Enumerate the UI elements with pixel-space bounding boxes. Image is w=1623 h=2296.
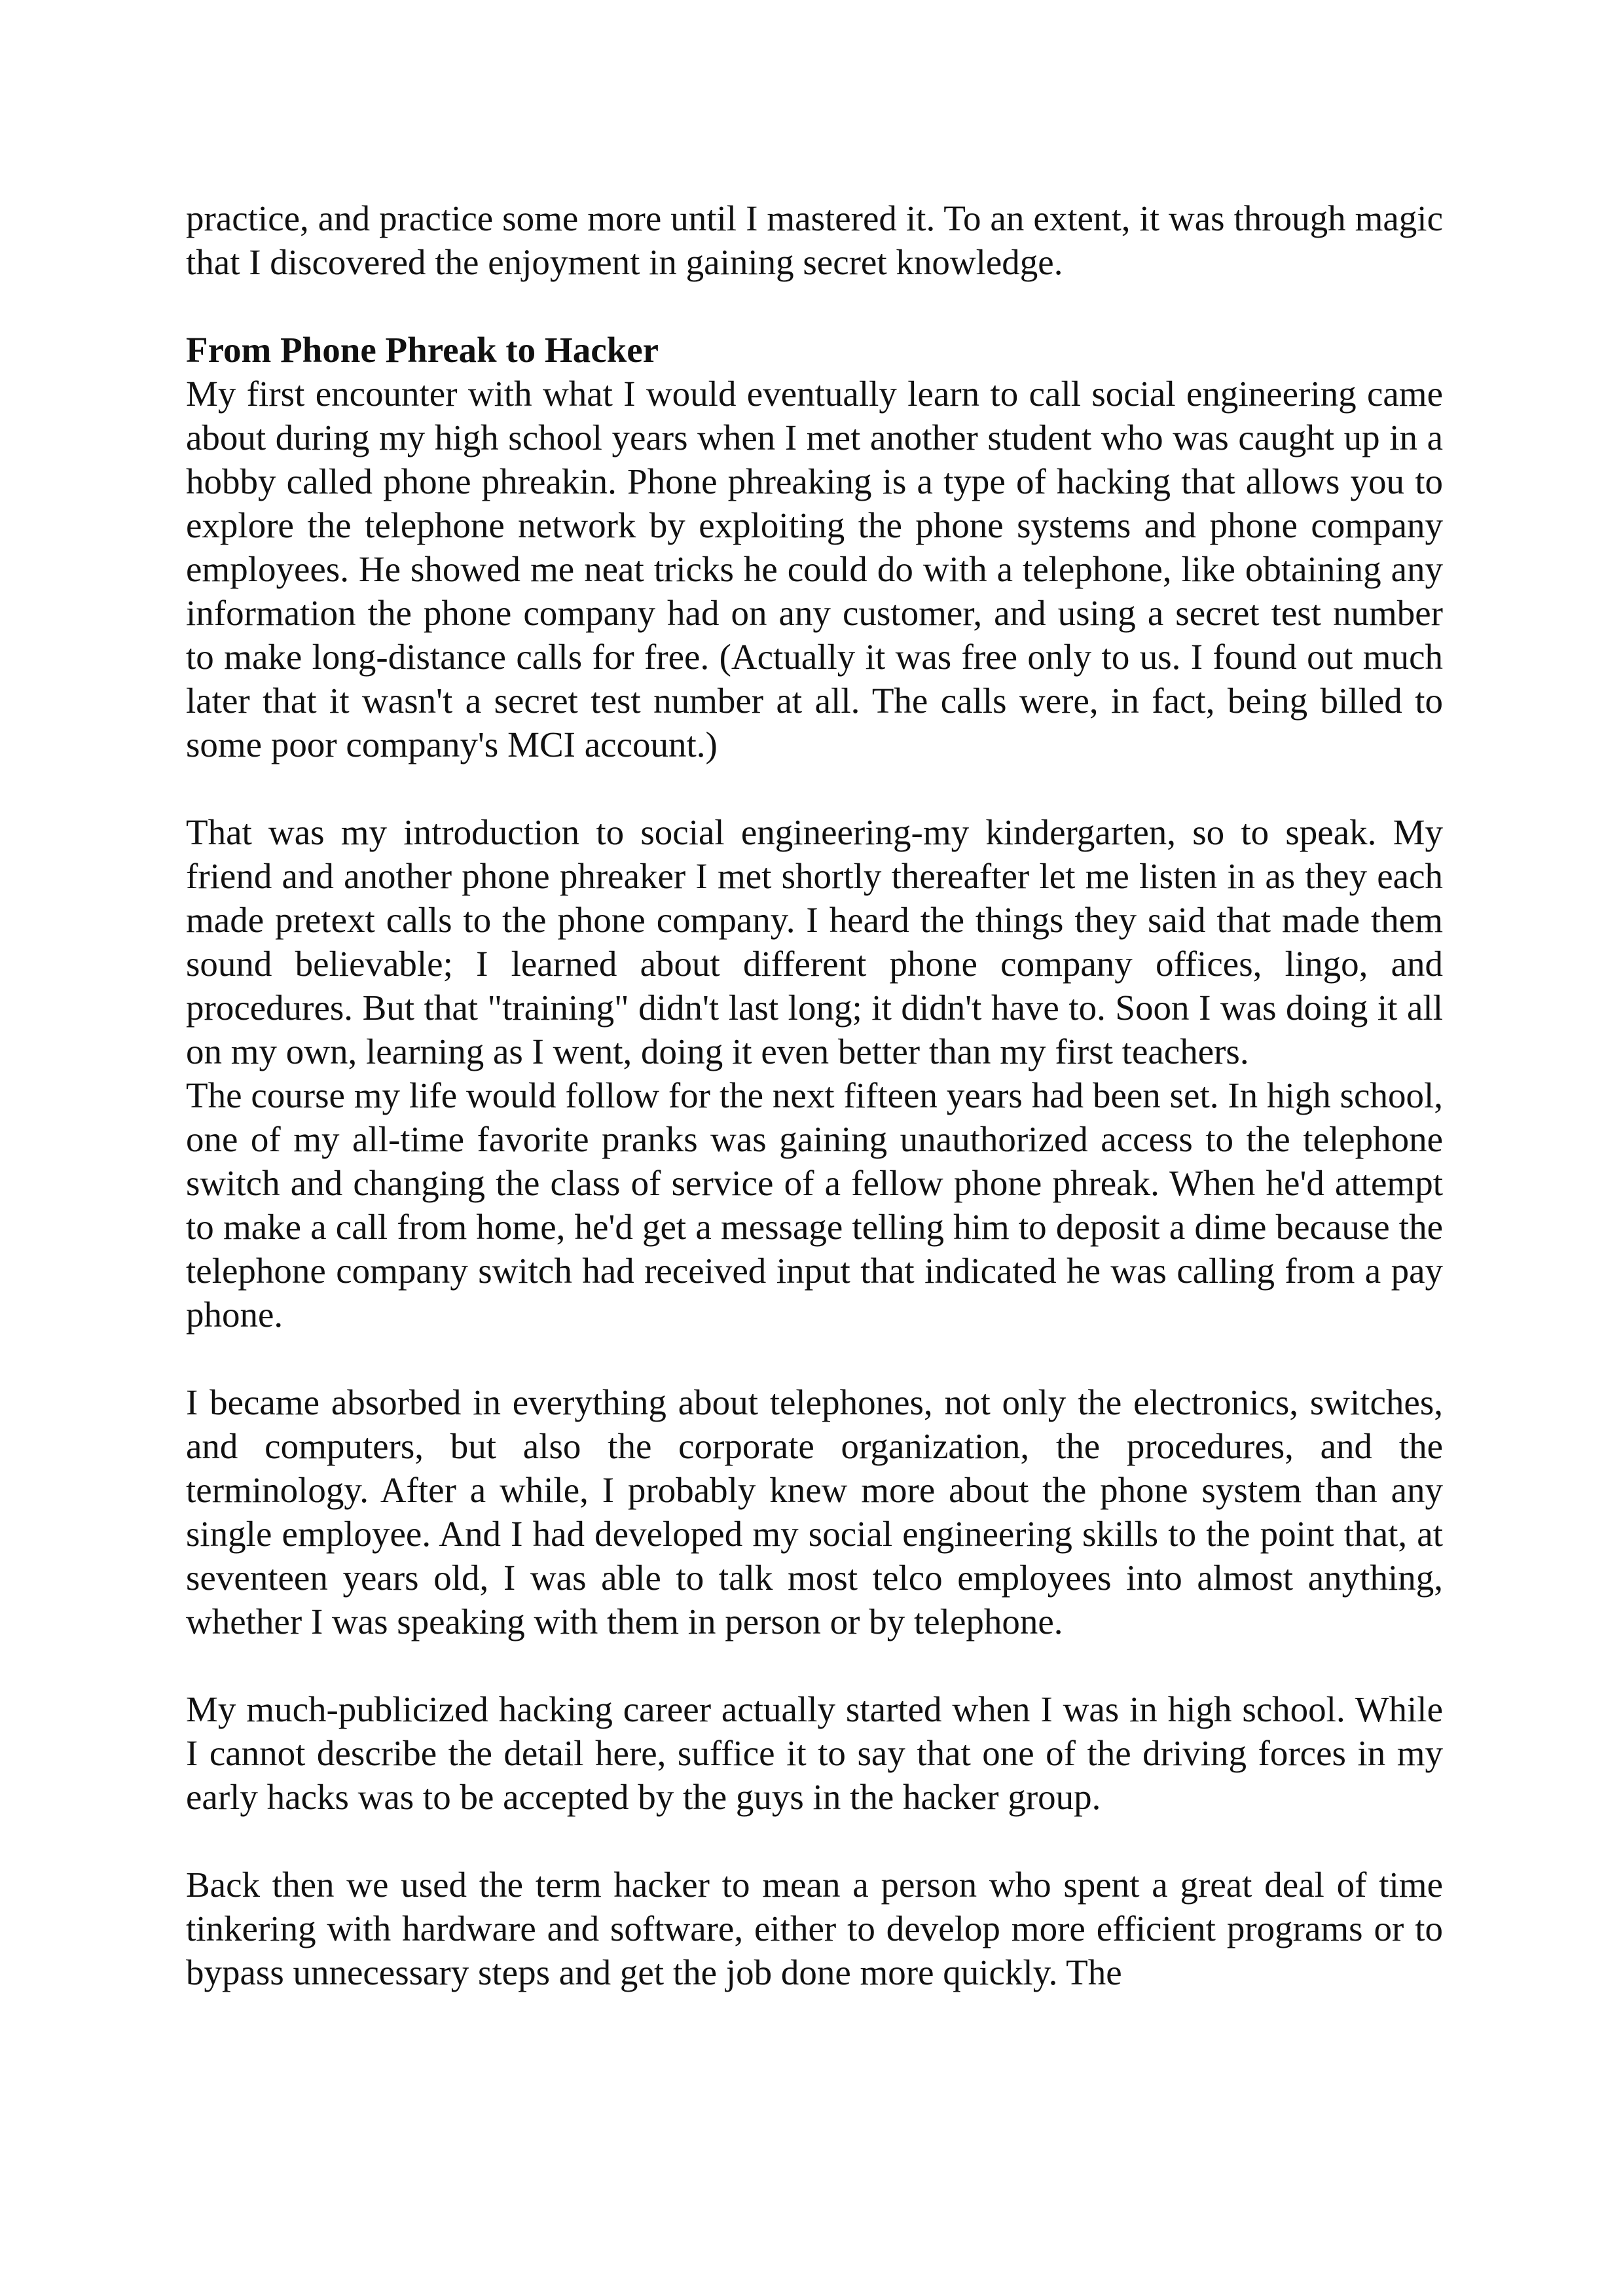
section-heading: From Phone Phreak to Hacker [186, 330, 659, 370]
paragraph-absorbed: I became absorbed in everything about telephones, not only the electronics, switches, and computers, but also the corporate organization, the procedures, and the terminology. After a while, I probably knew more about the phone system than any single employee. And I had developed my social engineering skills to the point that, at seventeen years old, I was able to talk most telco employees into almost anything, whether I was speaking with them in person or by telephone. [186, 1382, 1443, 1641]
paragraph-magic: practice, and practice some more until I mastered it. To an extent, it was through magic that I discovered the enjoyment in gaining secret knowledge. [186, 198, 1443, 282]
paragraph-course-of-life: The course my life would follow for the next fifteen years had been set. In high school, one of my all-time favorite pranks was gaining unauthorized access to the telephone switch and changing the class of service of a fellow phone phreak. When he'd attempt to make a call from home, he'd get a message telling him to deposit a dime because the telephone company switch had received input that indicated he was calling from a pay phone. [186, 1075, 1443, 1335]
paragraph-introduction: That was my introduction to social engineering-my kindergarten, so to speak. My friend and another phone phreaker I met shortly thereafter let me listen in as they each made pretext calls to the phone company. I heard the things they said that made them sound believable; I learned about different phone company offices, lingo, and procedures. But that "training" didn't last long; it didn't have to. Soon I was doing it all on my own, learning as I went, doing it even better than my first teachers. [186, 812, 1443, 1071]
paragraph-hacker-term: Back then we used the term hacker to mean a person who spent a great deal of time tinkering with hardware and software, either to develop more efficient programs or to bypass unnecessary steps and get the job done more quickly. The [186, 1865, 1443, 1992]
paragraph-first-encounter: My first encounter with what I would eventually learn to call social engineering came about during my high school years when I met another student who was caught up in a hobby called phone phreakin. Phone phreaking is a type of hacking that allows you to explore the telephone network by exploiting the phone systems and phone company employees. He showed me neat tricks he could do with a telephone, like obtaining any information the phone company had on any customer, and using a secret test number to make long-distance calls for free. (Actually it was free only to us. I found out much later that it wasn't a secret test number at all. The calls were, in fact, being billed to some poor company's MCI account.) [186, 374, 1443, 764]
document-page [186, 196, 1443, 1994]
paragraph-hacking-career: My much-publicized hacking career actually started when I was in high school. While I cannot describe the detail here, suffice it to say that one of the driving forces in my early hacks was to be accepted by the guys in the hacker group. [186, 1689, 1443, 1817]
